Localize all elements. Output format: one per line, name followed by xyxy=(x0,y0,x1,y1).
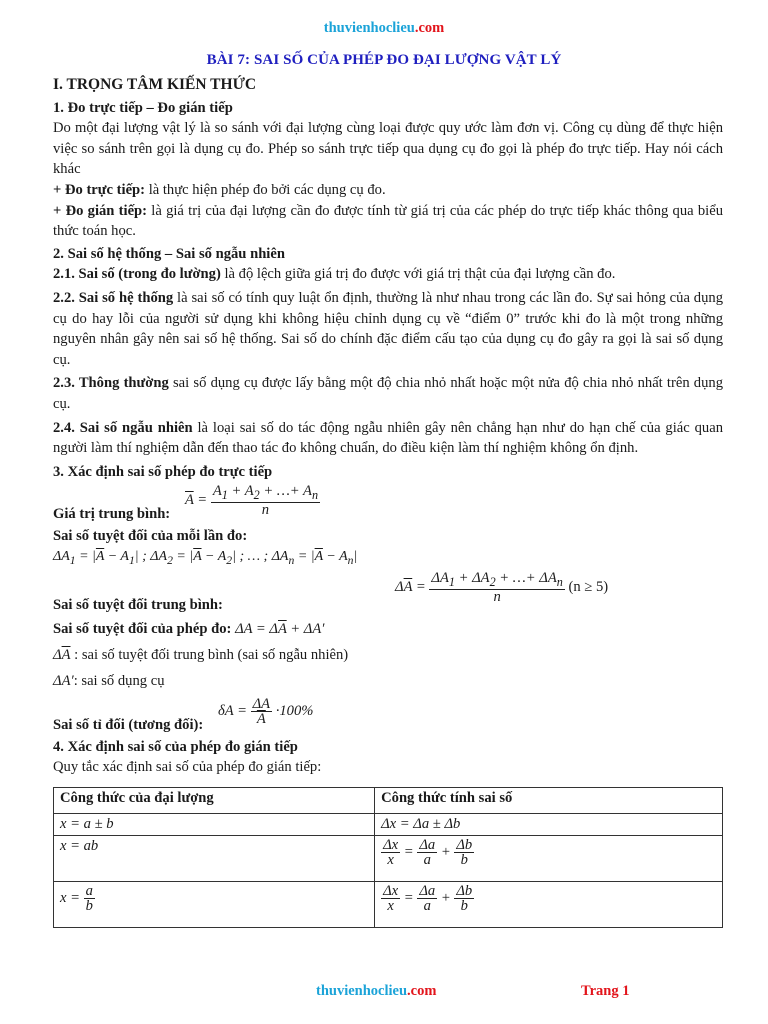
site-name-domain: .com xyxy=(414,20,445,36)
abs-mean-condition: (n ≥ 5) xyxy=(568,578,609,595)
para-2-3-text: sai số dụng cụ được lấy bằng một độ chia nhỏ nhất hoặc một nửa độ chia nhỏ nhất trên dụng cụ. xyxy=(53,375,723,412)
page-number: Trang 1 xyxy=(581,983,630,999)
note-random-text: : sai số tuyệt đối trung bình (sai số ngẫu nhiên) xyxy=(70,646,349,663)
footer-site-name xyxy=(316,983,436,1000)
error-product: $\frac{\Delta x}{x}$ = $\frac{\Delta a}{a}$ + $\frac{\Delta b}{b}$ xyxy=(375,836,723,882)
subsection-heading-3: 3. Xác định sai số phép đo trực tiếp xyxy=(53,463,273,480)
table-row xyxy=(54,836,723,882)
abs-meas-label: Sai số tuyệt đối của phép đo: xyxy=(53,620,232,637)
paragraph-2-4 xyxy=(53,418,723,459)
average-label: Giá trị trung bình: xyxy=(53,506,171,523)
paragraph-2-2 xyxy=(53,288,723,370)
formula-sum: x = a ± b xyxy=(54,814,375,836)
formula-product: x = ab xyxy=(54,836,375,882)
para-2-1-label: 2.1. Sai số (trong đo lường) xyxy=(53,266,221,283)
column-header-error: Công thức tính sai số xyxy=(375,788,723,814)
abs-mean-formula: $\Delta\overline{A}$ = $\frac{\Delta A_1 + \Delta A_2 + \dots+ \Delta A_n}{n}$ (n ≥ 5) xyxy=(395,569,609,605)
header-site-name xyxy=(0,20,768,37)
para-2-1-text: là độ lệch giữa giá trị đo được với giá trị thật của đại lượng cần đo. xyxy=(220,266,616,283)
document-body xyxy=(53,75,723,778)
symbol-instrument-error: ΔA′ xyxy=(53,672,74,689)
abs-meas-formula: $\Delta A = \Delta\overline{A} + \Delta A'$ xyxy=(235,620,325,637)
relative-error-label: Sai số tỉ đối (tương đối): xyxy=(53,716,204,733)
error-sum: Δx = Δa ± Δb xyxy=(375,814,723,836)
note-instrument-text: : sai số dụng cụ xyxy=(73,672,165,689)
lesson-title: BÀI 7: SAI SỐ CỦA PHÉP ĐO ĐẠI LƯỢNG VẬT LÝ xyxy=(206,52,562,68)
footer-site-main: thuvienhoclieu xyxy=(316,983,408,999)
abs-meas-row xyxy=(53,619,723,645)
indirect-error-table xyxy=(53,787,723,928)
relative-error-formula: δA = $\frac{\Delta A}{A}$ ·100% xyxy=(218,695,314,727)
bullet-indirect xyxy=(53,201,723,242)
para-2-4-text: là loại sai số do tác động ngẫu nhiên gây nên chẳng hạn như do hạn chế của giác quan người làm thí nghiệm dẫn đến thao tác đo không chuẩn, do điều kiện làm thí nghiệm không ổn định. xyxy=(53,419,723,457)
subsection-heading-1: 1. Đo trực tiếp – Đo gián tiếp xyxy=(53,99,233,116)
subsection-heading-4: 4. Xác định sai số của phép đo gián tiếp xyxy=(53,738,298,755)
abs-each-label: Sai số tuyệt đối của mỗi lần đo: xyxy=(53,528,248,545)
para-2-2-text: là sai số có tính quy luật ổn định, thường là như nhau trong các lần đo. Sự sai hỏng của dụng cụ do hay lỗi của người sử dụng khi không hiệu chỉnh dụng cụ về “điểm 0” trước khi đo là một trong những nguyên nhân gây nên sai số hệ thống. Sai số do chính đặc điểm cấu tạo của dụng cụ đo gây ra gọi là sai số dụng cụ. xyxy=(53,289,723,368)
bullet-direct xyxy=(53,180,723,201)
table-row xyxy=(54,814,723,836)
abs-mean-label: Sai số tuyệt đối trung bình: xyxy=(53,596,223,613)
formula-quotient: x = $\frac{a}{b}$ xyxy=(54,882,375,928)
table-header-row xyxy=(54,788,723,814)
note-instrument-error xyxy=(53,671,723,697)
paragraph-2-1 xyxy=(53,264,723,285)
site-name-main: thuvienhoclieu xyxy=(323,20,415,36)
average-formula: $\overline{A}$ = $\frac{A_1 + A_2 + \dots+ A_n}{n}$ xyxy=(185,483,319,519)
abs-mean-row xyxy=(53,571,723,613)
para-2-4-label: 2.4. Sai số ngẫu nhiên xyxy=(53,419,193,436)
table-row xyxy=(54,882,723,928)
paragraph-2-3 xyxy=(53,373,723,414)
section-heading: I. TRỌNG TÂM KIẾN THỨC xyxy=(53,76,257,93)
bullet-direct-label: + Đo trực tiếp: xyxy=(53,181,146,198)
symbol-mean-error: $\Delta\overline{A}$ xyxy=(53,646,71,663)
bullet-indirect-label: + Đo gián tiếp: xyxy=(53,202,148,219)
para-2-3-label: 2.3. Thông thường xyxy=(53,375,169,392)
footer-site-domain: .com xyxy=(407,983,437,999)
average-formula-row xyxy=(53,482,723,522)
bullet-direct-text: là thực hiện phép đo bởi các dụng cụ đo. xyxy=(145,181,386,198)
paragraph-definition: Do một đại lượng vật lý là so sánh với đại lượng cùng loại được quy ước làm đơn vị. Công cụ dùng để thực hiện việc so sánh trên gọi là dụng cụ đo. Phép so sánh trực tiếp qua dụng cụ đo gọi là phép đo trực tiếp. Hay nói cách khác xyxy=(53,120,723,178)
error-quotient: $\frac{\Delta x}{x}$ = $\frac{\Delta a}{a}$ + $\frac{\Delta b}{b}$ xyxy=(375,882,723,928)
abs-each-formula: $\Delta A_1 = |\overline{A} - A_1|$ ; $\Delta A_2 = |\overline{A} - A_2|$ ; … ; $\Delta A_n = |\overline{A} - A_n|$ xyxy=(53,548,358,567)
indirect-intro: Quy tắc xác định sai số của phép đo gián tiếp: xyxy=(53,759,322,776)
bullet-indirect-text: là giá trị của đại lượng cần đo được tính từ giá trị của các phép do trực tiếp khác thông qua biểu thức toán học. xyxy=(53,202,723,240)
subsection-heading-2: 2. Sai số hệ thống – Sai số ngẫu nhiên xyxy=(53,245,285,262)
column-header-quantity: Công thức của đại lượng xyxy=(54,788,375,814)
note-random-error xyxy=(53,645,723,671)
para-2-2-label: 2.2. Sai số hệ thống xyxy=(53,289,174,306)
relative-error-row xyxy=(53,697,723,735)
